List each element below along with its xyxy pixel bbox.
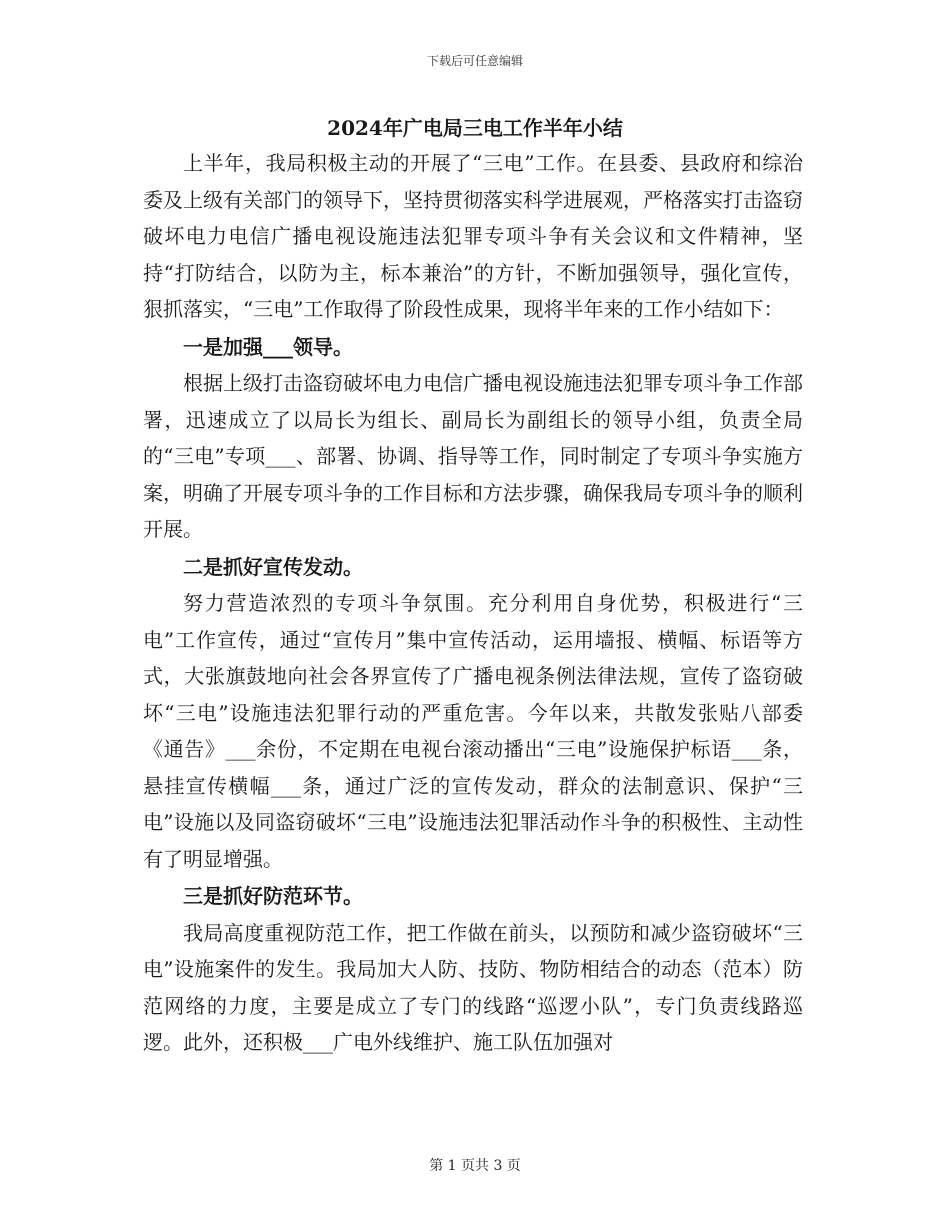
section-paragraph-1: 根据上级打击盗窃破坏电力电信广播电视设施违法犯罪专项斗争工作部署，迅速成立了以局长为组长、副局长为副组长的领导小组，负责全局的“三电”专项___、部署、协调、指导等工作，同时制定了专项斗争实施方案，明确了开展专项斗争的工作目标和方法步骤，确保我局专项斗争的顺利开展。 [143,371,803,541]
section-heading-2: 二是抓好宣传发动。 [183,554,363,579]
section-heading-3: 三是抓好防范环节。 [183,884,363,908]
section-paragraph-3: 我局高度重视防范工作，把工作做在前头，以预防和减少盗窃破坏“三电”设施案件的发生。我局加大人防、技防、物防相结合的动态（范本）防范网络的力度，主要是成立了专门的线路“巡逻小队”，专门负责线路巡逻。此外，还积极___广电外线维护、施工队伍加强对 [143,920,803,1054]
section-heading-1: 一是加强___领导。 [183,334,353,359]
document-body [143,145,803,1061]
page-header-note: 下载后可任意编辑 [426,54,523,68]
page-number: 第 1 页共 3 页 [429,1158,521,1174]
document-title: 2024年广电局三电工作半年小结 [327,116,623,140]
section-paragraph-2: 努力营造浓烈的专项斗争氛围。充分利用自身优势，积极进行“三电”工作宣传，通过“宣传月”集中宣传活动，运用墙报、横幅、标语等方式，大张旗鼓地向社会各界宣传了广播电视条例法律法规，宣传了盗窃破坏“三电”设施违法犯罪行动的严重危害。今年以来，共散发张贴八部委《通告》___余份，不定期在电视台滚动播出“三电”设施保护标语___条，悬挂宣传横幅___条，通过广泛的宣传发动，群众的法制意识、保护“三电”设施以及同盗窃破坏“三电”设施违法犯罪活动作斗争的积极性、主动性有了明显增强。 [143,591,803,871]
intro-paragraph: 上半年，我局积极主动的开展了“三电”工作。在县委、县政府和综治委及上级有关部门的领导下，坚持贯彻落实科学进展观，严格落实打击盗窃破坏电力电信广播电视设施违法犯罪专项斗争有关会议和文件精神，坚持“打防结合，以防为主，标本兼治”的方针，不断加强领导，强化宣传，狠抓落实，“三电”工作取得了阶段性成果，现将半年来的工作小结如下： [143,151,803,321]
